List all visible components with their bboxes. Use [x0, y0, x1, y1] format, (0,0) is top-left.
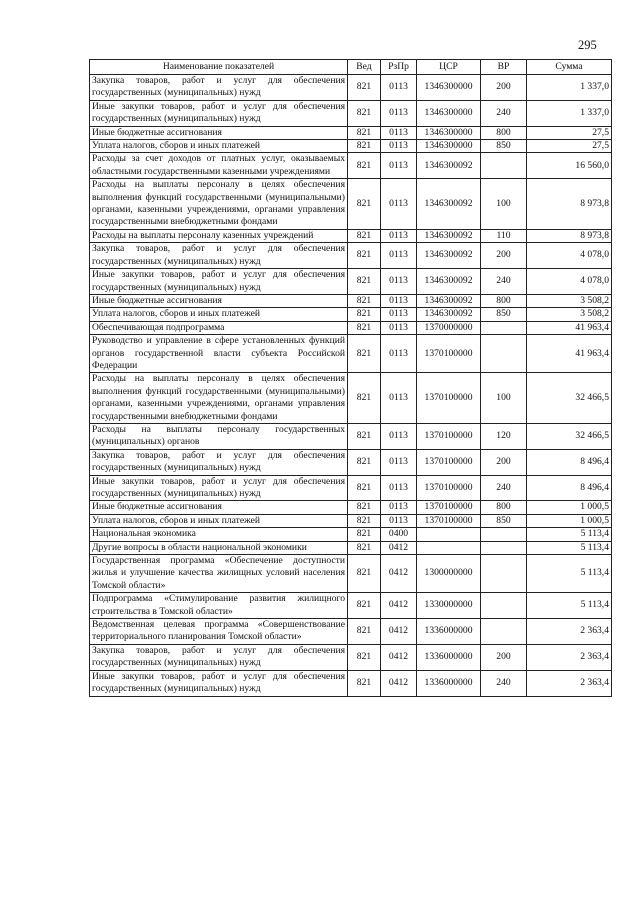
table-row: [90, 335, 612, 373]
cell-sum: 4 078,0: [527, 243, 612, 269]
cell-vr: [481, 555, 527, 593]
cell-csr: 1370100000: [417, 514, 481, 527]
cell-rzpr: 0113: [381, 475, 417, 501]
cell-sum: 41 963,4: [527, 321, 612, 334]
cell-sum: 8 973,8: [527, 179, 612, 230]
table-body: [90, 75, 612, 697]
cell-name: Уплата налогов, сборов и иных платежей: [90, 514, 348, 527]
cell-rzpr: 0412: [381, 644, 417, 670]
cell-sum: 1 000,5: [527, 514, 612, 527]
cell-vr: [481, 335, 527, 373]
cell-csr: 1370100000: [417, 449, 481, 475]
table-row: [90, 541, 612, 554]
cell-rzpr: 0113: [381, 126, 417, 139]
budget-table: [89, 59, 612, 697]
cell-ved: 821: [348, 373, 381, 424]
cell-csr: [417, 541, 481, 554]
cell-rzpr: 0113: [381, 153, 417, 179]
cell-rzpr: 0113: [381, 335, 417, 373]
cell-rzpr: 0113: [381, 229, 417, 242]
cell-ved: 821: [348, 335, 381, 373]
cell-vr: 200: [481, 644, 527, 670]
cell-name: Иные закупки товаров, работ и услуг для обеспечения государственных (муниципальных) нужд: [90, 100, 348, 126]
table-header-row: [90, 60, 612, 75]
cell-name: Иные закупки товаров, работ и услуг для обеспечения государственных (муниципальных) нужд: [90, 475, 348, 501]
cell-vr: 100: [481, 373, 527, 424]
cell-csr: 1346300000: [417, 126, 481, 139]
cell-sum: 8 496,4: [527, 449, 612, 475]
cell-ved: 821: [348, 100, 381, 126]
cell-vr: 100: [481, 179, 527, 230]
column-header-sum: Сумма: [527, 60, 612, 75]
cell-name: Закупка товаров, работ и услуг для обеспечения государственных (муниципальных) нужд: [90, 243, 348, 269]
cell-csr: 1336000000: [417, 619, 481, 645]
cell-csr: 1370100000: [417, 373, 481, 424]
table-row: [90, 179, 612, 230]
cell-name: Закупка товаров, работ и услуг для обеспечения государственных (муниципальных) нужд: [90, 75, 348, 101]
cell-rzpr: 0412: [381, 619, 417, 645]
cell-rzpr: 0113: [381, 243, 417, 269]
cell-name: Государственная программа «Обеспечение доступности жилья и улучшение качества жилищных условий населения Томской области»: [90, 555, 348, 593]
cell-sum: 32 466,5: [527, 423, 612, 449]
cell-csr: 1346300000: [417, 100, 481, 126]
cell-rzpr: 0113: [381, 501, 417, 514]
cell-sum: 8 973,8: [527, 229, 612, 242]
cell-ved: 821: [348, 179, 381, 230]
cell-name: Иные закупки товаров, работ и услуг для обеспечения государственных (муниципальных) нужд: [90, 269, 348, 295]
cell-csr: 1370100000: [417, 475, 481, 501]
cell-vr: 850: [481, 308, 527, 321]
cell-vr: [481, 593, 527, 619]
cell-ved: 821: [348, 321, 381, 334]
table-row: [90, 501, 612, 514]
cell-ved: 821: [348, 593, 381, 619]
cell-sum: 5 113,4: [527, 528, 612, 541]
cell-vr: 800: [481, 126, 527, 139]
cell-sum: 2 363,4: [527, 619, 612, 645]
cell-rzpr: 0113: [381, 179, 417, 230]
cell-rzpr: 0412: [381, 541, 417, 554]
cell-sum: 2 363,4: [527, 670, 612, 696]
cell-ved: 821: [348, 475, 381, 501]
cell-sum: 1 337,0: [527, 75, 612, 101]
cell-name: Ведомственная целевая программа «Совершенствование территориального планирования Томской области»: [90, 619, 348, 645]
cell-ved: 821: [348, 126, 381, 139]
cell-csr: 1370100000: [417, 501, 481, 514]
cell-ved: 821: [348, 140, 381, 153]
cell-rzpr: 0113: [381, 449, 417, 475]
cell-sum: 16 560,0: [527, 153, 612, 179]
cell-rzpr: 0113: [381, 321, 417, 334]
cell-rzpr: 0400: [381, 528, 417, 541]
cell-vr: 240: [481, 475, 527, 501]
cell-csr: 1346300092: [417, 243, 481, 269]
cell-ved: 821: [348, 294, 381, 307]
cell-name: Уплата налогов, сборов и иных платежей: [90, 308, 348, 321]
cell-vr: 850: [481, 514, 527, 527]
cell-rzpr: 0113: [381, 294, 417, 307]
cell-ved: 821: [348, 423, 381, 449]
cell-vr: [481, 541, 527, 554]
cell-csr: 1370000000: [417, 321, 481, 334]
cell-vr: 240: [481, 269, 527, 295]
cell-rzpr: 0412: [381, 593, 417, 619]
cell-vr: 240: [481, 100, 527, 126]
table-row: [90, 670, 612, 696]
column-header-vr: ВР: [481, 60, 527, 75]
cell-name: Иные закупки товаров, работ и услуг для обеспечения государственных (муниципальных) нужд: [90, 670, 348, 696]
cell-name: Другие вопросы в области национальной экономики: [90, 541, 348, 554]
cell-csr: 1346300092: [417, 269, 481, 295]
cell-sum: 5 113,4: [527, 593, 612, 619]
cell-csr: 1346300092: [417, 153, 481, 179]
cell-rzpr: 0412: [381, 670, 417, 696]
cell-sum: 8 496,4: [527, 475, 612, 501]
page-number: 295: [578, 38, 597, 52]
cell-ved: 821: [348, 449, 381, 475]
cell-sum: 27,5: [527, 140, 612, 153]
cell-rzpr: 0113: [381, 514, 417, 527]
cell-name: Обеспечивающая подпрограмма: [90, 321, 348, 334]
cell-name: Подпрограмма «Стимулирование развития жилищного строительства в Томской области»: [90, 593, 348, 619]
cell-ved: 821: [348, 644, 381, 670]
cell-rzpr: 0113: [381, 140, 417, 153]
cell-csr: 1336000000: [417, 670, 481, 696]
cell-csr: 1330000000: [417, 593, 481, 619]
cell-vr: 800: [481, 501, 527, 514]
cell-vr: [481, 321, 527, 334]
table-row: [90, 229, 612, 242]
cell-name: Расходы за счет доходов от платных услуг, оказываемых областными государственными казенными учреждениями: [90, 153, 348, 179]
cell-csr: 1346300092: [417, 229, 481, 242]
cell-csr: 1370100000: [417, 423, 481, 449]
cell-rzpr: 0113: [381, 100, 417, 126]
cell-sum: 2 363,4: [527, 644, 612, 670]
cell-csr: 1336000000: [417, 644, 481, 670]
table-row: [90, 373, 612, 424]
cell-ved: 821: [348, 153, 381, 179]
table-row: [90, 644, 612, 670]
cell-name: Закупка товаров, работ и услуг для обеспечения государственных (муниципальных) нужд: [90, 644, 348, 670]
cell-ved: 821: [348, 229, 381, 242]
cell-ved: 821: [348, 528, 381, 541]
cell-ved: 821: [348, 670, 381, 696]
cell-name: Закупка товаров, работ и услуг для обеспечения государственных (муниципальных) нужд: [90, 449, 348, 475]
cell-name: Руководство и управление в сфере установленных функций органов государственной власти субъекта Российской Федерации: [90, 335, 348, 373]
table-row: [90, 308, 612, 321]
cell-csr: 1370100000: [417, 335, 481, 373]
cell-name: Расходы на выплаты персоналу государственных (муниципальных) органов: [90, 423, 348, 449]
cell-rzpr: 0113: [381, 373, 417, 424]
table-row: [90, 294, 612, 307]
table-row: [90, 126, 612, 139]
cell-sum: 3 508,2: [527, 294, 612, 307]
cell-ved: 821: [348, 501, 381, 514]
cell-ved: 821: [348, 619, 381, 645]
table-row: [90, 475, 612, 501]
cell-vr: 200: [481, 449, 527, 475]
cell-vr: [481, 619, 527, 645]
cell-csr: 1346300092: [417, 308, 481, 321]
cell-vr: 200: [481, 243, 527, 269]
cell-rzpr: 0113: [381, 308, 417, 321]
table-row: [90, 269, 612, 295]
cell-vr: 110: [481, 229, 527, 242]
column-header-name: Наименование показателей: [90, 60, 348, 75]
cell-ved: 821: [348, 75, 381, 101]
cell-name: Иные бюджетные ассигнования: [90, 126, 348, 139]
cell-vr: 240: [481, 670, 527, 696]
cell-name: Уплата налогов, сборов и иных платежей: [90, 140, 348, 153]
cell-sum: 1 000,5: [527, 501, 612, 514]
cell-rzpr: 0113: [381, 269, 417, 295]
cell-vr: [481, 528, 527, 541]
cell-vr: 200: [481, 75, 527, 101]
table-row: [90, 423, 612, 449]
cell-sum: 41 963,4: [527, 335, 612, 373]
cell-vr: 850: [481, 140, 527, 153]
table-row: [90, 528, 612, 541]
table-row: [90, 100, 612, 126]
table-row: [90, 140, 612, 153]
table-row: [90, 153, 612, 179]
cell-ved: 821: [348, 308, 381, 321]
cell-ved: 821: [348, 269, 381, 295]
cell-csr: 1346300092: [417, 294, 481, 307]
table-row: [90, 321, 612, 334]
cell-sum: 27,5: [527, 126, 612, 139]
table-row: [90, 555, 612, 593]
cell-rzpr: 0412: [381, 555, 417, 593]
cell-name: Иные бюджетные ассигнования: [90, 294, 348, 307]
cell-csr: 1300000000: [417, 555, 481, 593]
cell-sum: 1 337,0: [527, 100, 612, 126]
cell-csr: 1346300000: [417, 75, 481, 101]
column-header-rzpr: РзПр: [381, 60, 417, 75]
cell-name: Расходы на выплаты персоналу в целях обеспечения выполнения функций государственными (муниципальными) органами, казенными учреждениями, органами управления государственными внебюджетными фондами: [90, 179, 348, 230]
cell-vr: 800: [481, 294, 527, 307]
cell-sum: 5 113,4: [527, 555, 612, 593]
cell-name: Национальная экономика: [90, 528, 348, 541]
cell-csr: [417, 528, 481, 541]
cell-rzpr: 0113: [381, 423, 417, 449]
cell-ved: 821: [348, 514, 381, 527]
table-row: [90, 243, 612, 269]
cell-sum: 4 078,0: [527, 269, 612, 295]
cell-vr: 120: [481, 423, 527, 449]
table-row: [90, 514, 612, 527]
cell-sum: 32 466,5: [527, 373, 612, 424]
cell-csr: 1346300000: [417, 140, 481, 153]
cell-ved: 821: [348, 541, 381, 554]
table-row: [90, 593, 612, 619]
table-row: [90, 619, 612, 645]
cell-csr: 1346300092: [417, 179, 481, 230]
cell-sum: 5 113,4: [527, 541, 612, 554]
table-row: [90, 449, 612, 475]
column-header-csr: ЦСР: [417, 60, 481, 75]
cell-ved: 821: [348, 555, 381, 593]
cell-rzpr: 0113: [381, 75, 417, 101]
cell-vr: [481, 153, 527, 179]
cell-name: Иные бюджетные ассигнования: [90, 501, 348, 514]
cell-name: Расходы на выплаты персоналу в целях обеспечения выполнения функций государственными (муниципальными) органами, казенными учреждениями, органами управления государственными внебюджетными фондами: [90, 373, 348, 424]
cell-sum: 3 508,2: [527, 308, 612, 321]
cell-ved: 821: [348, 243, 381, 269]
table-row: [90, 75, 612, 101]
cell-name: Расходы на выплаты персоналу казенных учреждений: [90, 229, 348, 242]
column-header-ved: Вед: [348, 60, 381, 75]
